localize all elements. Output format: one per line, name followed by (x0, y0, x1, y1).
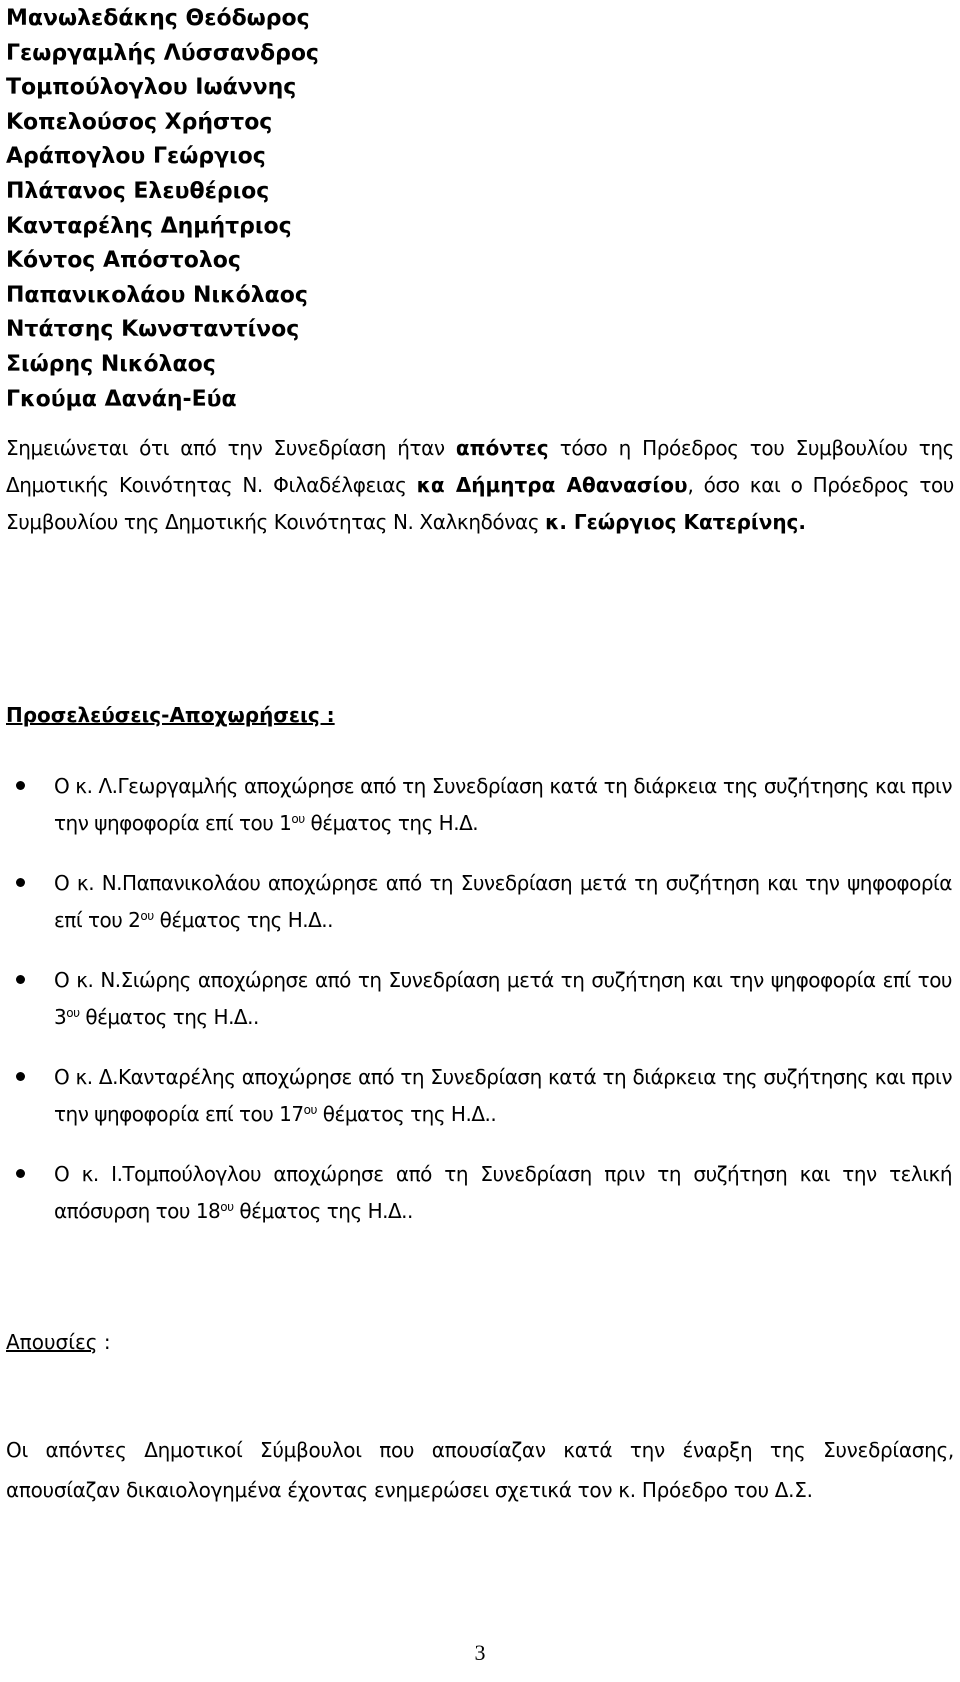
departure-text-end: θέματος της Η.Δ.. (79, 1005, 259, 1029)
note-text: Σημειώνεται ότι από την Συνεδρίαση ήταν (6, 436, 456, 460)
departure-text: Ο κ. Ν.Παπανικολάου αποχώρησε από τη Συνεδρίαση μετά τη συζήτηση και την ψηφοφορία επί του 2 (54, 871, 952, 932)
attendee-name: Σιώρης Νικόλαος (6, 351, 216, 377)
ordinal-suffix: ου (140, 909, 154, 923)
arrivals-departures-heading: Προσελεύσεις-Αποχωρήσεις : (6, 703, 335, 727)
ordinal-suffix: ου (291, 812, 305, 826)
page-number: 3 (474, 1640, 486, 1665)
absences-heading-line (6, 1330, 111, 1354)
note-bold-text: κα Δήμητρα Αθανασίου (416, 473, 688, 497)
departure-item (0, 1059, 952, 1133)
bullet-icon (16, 975, 25, 984)
note-text: τόσο η Πρόεδρος του Συμβουλίου της Δημοτικής Κοινότητας Ν. Φιλαδέλφειας (6, 436, 954, 497)
attendee-name-list (6, 2, 319, 417)
note-bold-text: κ. Γεώργιος Κατερίνης. (545, 510, 807, 534)
ordinal-suffix: ου (220, 1200, 234, 1214)
departure-item (0, 768, 952, 842)
departure-item (0, 962, 952, 1036)
ordinal-suffix: ου (303, 1103, 317, 1117)
departure-text: Ο κ. Λ.Γεωργαμλής αποχώρησε από τη Συνεδρίαση κατά τη διάρκεια της συζήτησης και πριν την ψηφοφορία επί του 1 (54, 774, 952, 835)
departure-text-end: θέματος της Η.Δ.. (233, 1199, 413, 1223)
departure-text-end: θέματος της Η.Δ.. (153, 908, 334, 932)
departure-text-end: θέματος της Η.Δ. (304, 811, 479, 835)
bullet-icon (16, 878, 25, 887)
absence-note-paragraph (6, 430, 954, 541)
bullet-icon (16, 781, 25, 790)
attendee-name: Ντάτσης Κωνσταντίνος (6, 317, 300, 343)
departure-item (0, 1156, 952, 1230)
bullet-icon (16, 1169, 25, 1178)
departure-text-end: θέματος της Η.Δ.. (316, 1102, 497, 1126)
attendee-name: Κόντος Απόστολος (6, 248, 241, 274)
departures-list (0, 768, 960, 1253)
departure-text: Ο κ. Δ.Κανταρέλης αποχώρησε από τη Συνεδρίαση κατά τη διάρκεια της συζήτησης και πριν την ψηφοφορία επί του 17 (54, 1065, 952, 1126)
attendee-name: Γεωργαμλής Λύσσανδρος (6, 40, 319, 66)
attendee-name: Αράπογλου Γεώργιος (6, 144, 266, 170)
ordinal-suffix: ου (66, 1006, 80, 1020)
absences-heading: Απουσίες (6, 1330, 98, 1354)
attendee-name: Γκούμα Δανάη-Εύα (6, 386, 237, 412)
absences-paragraph: Οι απόντες Δημοτικοί Σύμβουλοι που απουσίαζαν κατά την έναρξη της Συνεδρίασης, απουσίαζαν δικαιολογημένα έχοντας ενημερώσει σχετικά τον κ. Πρόεδρο του Δ.Σ. (6, 1438, 954, 1502)
bullet-icon (16, 1072, 25, 1081)
departure-text: Ο κ. Ι.Τομπούλογλου αποχώρησε από τη Συνεδρίαση πριν τη συζήτηση και την τελική απόσυρση του 18 (54, 1162, 952, 1223)
attendee-name: Παπανικολάου Νικόλαος (6, 282, 308, 308)
attendee-name: Μανωλεδάκης Θεόδωρος (6, 6, 310, 31)
attendee-name: Πλάτανος Ελευθέριος (6, 178, 270, 204)
attendee-name: Τομπούλογλου Ιωάννης (6, 75, 297, 101)
note-text: , όσο και ο Πρόεδρος του Συμβουλίου της Δημοτικής Κοινότητας Ν. Χαλκηδόνας (6, 473, 954, 534)
attendee-name: Κοπελούσος Χρήστος (6, 109, 273, 135)
departure-item (0, 865, 952, 939)
absences-heading-colon: : (97, 1330, 111, 1354)
note-bold-text: απόντες (455, 436, 549, 460)
attendee-name: Κανταρέλης Δημήτριος (6, 213, 292, 239)
departure-text: Ο κ. Ν.Σιώρης αποχώρησε από τη Συνεδρίαση μετά τη συζήτηση και την ψηφοφορία επί του 3 (54, 968, 952, 1029)
